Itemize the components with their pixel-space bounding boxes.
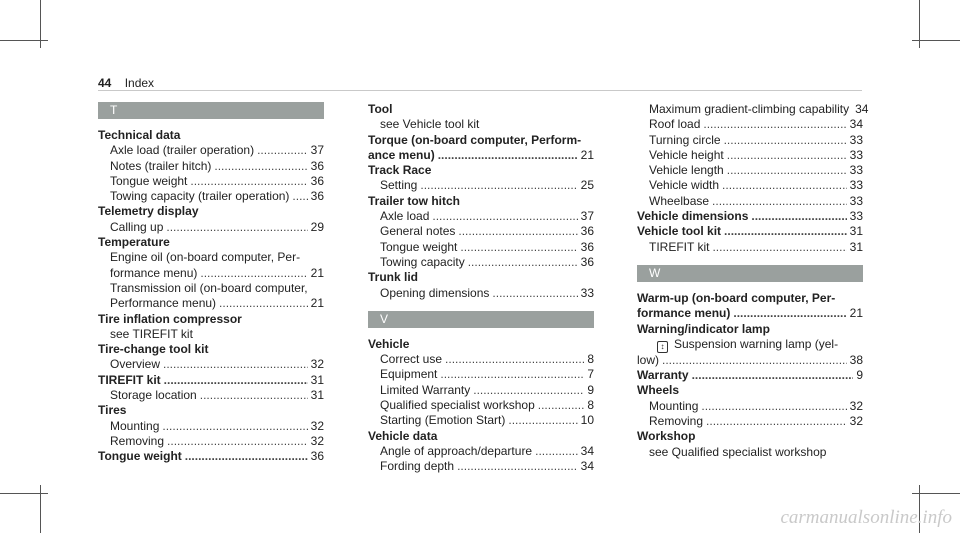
index-subentry-row[interactable]	[98, 296, 324, 311]
page-reference[interactable]: 33	[849, 132, 863, 147]
page-reference[interactable]: 32	[849, 414, 863, 429]
index-heading-row[interactable]	[368, 148, 594, 163]
index-subentry-row[interactable]	[98, 388, 324, 403]
leader-dots	[438, 148, 578, 163]
page-reference[interactable]: 34	[580, 459, 594, 474]
page-title: Index	[124, 76, 155, 90]
index-entry-text: Removing	[649, 414, 704, 429]
index-subentry-row[interactable]	[637, 178, 863, 193]
index-column-3	[637, 102, 869, 460]
index-heading: Tires	[98, 403, 127, 418]
page-reference[interactable]: 29	[310, 219, 324, 234]
index-entry-text: Vehicle width	[649, 178, 720, 193]
index-subentry	[637, 337, 863, 353]
index-subentry-row[interactable]	[368, 286, 594, 301]
index-entry-text: Vehicle length	[649, 163, 724, 178]
index-entry-text: Towing capacity	[380, 254, 465, 269]
header-divider	[98, 90, 862, 91]
leader-dots	[200, 266, 307, 281]
page-reference[interactable]: 33	[849, 147, 863, 162]
leader-dots	[219, 296, 308, 311]
index-subentry-row[interactable]	[98, 143, 324, 158]
index-entry-text: Vehicle dimensions	[637, 209, 749, 224]
index-subentry-text: Suspension warning lamp (yel-	[674, 336, 839, 351]
page-reference[interactable]: 21	[310, 265, 324, 280]
index-entry-text: Opening dimensions	[380, 285, 490, 300]
index-entry-text: Storage location	[110, 388, 197, 403]
index-heading-row[interactable]	[98, 449, 324, 464]
index-heading: Warm-up (on-board computer, Per-	[637, 290, 836, 305]
leader-dots	[164, 373, 308, 388]
index-subentry-row[interactable]	[368, 398, 594, 413]
index-subentry: see Vehicle tool kit	[380, 117, 480, 132]
page-reference[interactable]: 33	[849, 209, 863, 224]
leader-dots	[662, 353, 847, 368]
index-heading: Vehicle	[368, 336, 410, 351]
index-subentry-row[interactable]	[368, 224, 594, 239]
index-heading: Tool	[368, 102, 393, 116]
index-subentry-row[interactable]	[637, 399, 863, 414]
page-reference[interactable]: 33	[580, 285, 594, 300]
page-reference[interactable]: 36	[580, 224, 594, 239]
leader-dots	[535, 444, 578, 459]
index-entry-text: Mounting	[649, 398, 699, 413]
leader-dots	[727, 148, 847, 163]
index-heading: Wheels	[637, 383, 680, 398]
index-subentry-row[interactable]	[637, 102, 869, 117]
leader-dots	[458, 224, 577, 239]
index-entry-text: Tongue weight	[98, 449, 182, 464]
index-subentry-row[interactable]	[98, 189, 324, 204]
index-subentry-row[interactable]	[98, 419, 324, 434]
page-reference[interactable]: 36	[310, 158, 324, 173]
index-entry-text: low)	[637, 352, 660, 367]
index-heading: Temperature	[98, 235, 170, 250]
index-subentry-row[interactable]	[368, 178, 594, 193]
index-subentry-row[interactable]	[368, 240, 594, 255]
page-reference[interactable]: 31	[849, 224, 863, 239]
index-subentry-row[interactable]	[98, 266, 324, 281]
index-entry-text: formance menu)	[110, 265, 198, 280]
leader-dots	[722, 178, 847, 193]
page-reference[interactable]: 25	[580, 178, 594, 193]
leader-dots	[167, 434, 308, 449]
index-heading: Technical data	[98, 128, 181, 142]
index-heading: Tire inflation compressor	[98, 311, 242, 326]
index-heading-row[interactable]	[637, 368, 863, 383]
crop-mark	[0, 493, 48, 494]
index-heading-row[interactable]	[637, 306, 863, 321]
index-entry-text: Fording depth	[380, 459, 455, 474]
page-reference[interactable]: 21	[580, 147, 594, 162]
page-reference[interactable]: 8	[587, 398, 594, 413]
index-entry-text: Towing capacity (trailer operation)	[110, 189, 290, 204]
index-subentry: see Qualified specialist workshop	[649, 444, 827, 459]
leader-dots	[162, 419, 307, 434]
index-heading: Workshop	[637, 429, 696, 444]
index-entry-text: Axle load	[380, 209, 430, 224]
crop-mark	[912, 493, 960, 494]
index-entry-text: Equipment	[380, 367, 438, 382]
index-entry-text: Tongue weight	[110, 173, 188, 188]
page-reference[interactable]: 33	[849, 193, 863, 208]
index-subentry-row[interactable]	[637, 133, 863, 148]
leader-dots	[166, 220, 307, 235]
page-reference[interactable]: 31	[849, 239, 863, 254]
index-entry-text: General notes	[380, 224, 456, 239]
index-entry-text: Vehicle height	[649, 147, 724, 162]
page-reference[interactable]: 9	[587, 382, 594, 397]
index-heading: Warning/indicator lamp	[637, 321, 770, 336]
index-entry-text: Calling up	[110, 219, 164, 234]
index-subentry-row[interactable]	[637, 117, 863, 132]
page-reference[interactable]: 21	[849, 306, 863, 321]
page-reference[interactable]: 36	[580, 254, 594, 269]
leader-dots	[692, 368, 854, 383]
section-letter-bar: W	[637, 265, 863, 282]
index-subentry-row[interactable]	[368, 459, 594, 474]
index-subentry-row[interactable]	[98, 434, 324, 449]
index-subentry: Transmission oil (on-board computer,	[110, 280, 308, 295]
index-entry-text: TIREFIT kit	[649, 239, 710, 254]
page-reference[interactable]: 37	[580, 209, 594, 224]
index-entry-text: formance menu)	[637, 306, 731, 321]
page-reference[interactable]: 32	[310, 357, 324, 372]
index-heading-row[interactable]	[637, 209, 863, 224]
page-reference[interactable]: 9	[856, 368, 863, 383]
leader-dots	[712, 194, 847, 209]
index-entry-text: Setting	[380, 178, 418, 193]
index-entry-text: Qualified specialist workshop	[380, 398, 535, 413]
page-reference[interactable]: 33	[849, 178, 863, 193]
index-heading: Trailer tow hitch	[368, 193, 461, 208]
index-entry-text: Tongue weight	[380, 239, 458, 254]
leader-dots	[468, 255, 578, 270]
index-entry-text: Turning circle	[649, 132, 721, 147]
leader-dots	[460, 240, 577, 255]
index-entry-text: Notes (trailer hitch)	[110, 158, 212, 173]
index-entry-text: Warranty	[637, 368, 689, 383]
index-subentry-row[interactable]	[368, 209, 594, 224]
leader-dots	[257, 143, 308, 158]
index-subentry-row[interactable]	[368, 444, 594, 459]
index-entry-text: Removing	[110, 433, 165, 448]
leader-dots	[185, 449, 308, 464]
index-subentry-row[interactable]	[637, 163, 863, 178]
leader-dots	[190, 174, 307, 189]
leader-dots	[163, 357, 308, 372]
index-heading: Vehicle data	[368, 428, 438, 443]
index-entry-text: Angle of approach/departure	[380, 443, 533, 458]
page-header	[98, 76, 154, 90]
page-reference[interactable]: 32	[310, 418, 324, 433]
leader-dots	[440, 367, 584, 382]
leader-dots	[492, 286, 577, 301]
leader-dots	[706, 414, 847, 429]
index-entry-text: Axle load (trailer operation)	[110, 143, 255, 158]
section-letter-bar: V	[368, 311, 594, 328]
leader-dots	[727, 163, 847, 178]
crop-mark	[912, 40, 960, 41]
page-reference[interactable]: 31	[310, 372, 324, 387]
index-entry-text: Maximum gradient-climbing capability	[649, 102, 850, 116]
leader-dots	[724, 133, 847, 148]
page-reference[interactable]: 37	[310, 143, 324, 158]
index-subentry-row[interactable]	[98, 357, 324, 372]
index-subentry-row[interactable]	[368, 367, 594, 382]
page-reference[interactable]: 32	[849, 398, 863, 413]
leader-dots	[432, 209, 577, 224]
page-reference[interactable]: 34	[580, 443, 594, 458]
page-reference[interactable]: 33	[849, 163, 863, 178]
suspension-lamp-icon: ↕	[657, 341, 668, 353]
page-reference[interactable]: 36	[580, 239, 594, 254]
page-reference[interactable]: 32	[310, 433, 324, 448]
index-subentry: see TIREFIT kit	[110, 326, 193, 341]
page-reference[interactable]: 21	[310, 296, 324, 311]
index-subentry: Engine oil (on-board computer, Per-	[110, 250, 301, 265]
index-heading: Track Race	[368, 163, 432, 178]
index-column-1	[98, 102, 324, 465]
section-letter-bar: T	[98, 102, 324, 119]
leader-dots	[200, 388, 308, 403]
page-reference[interactable]: 36	[310, 449, 324, 464]
leader-dots	[508, 413, 577, 428]
index-subentry-row[interactable]	[98, 174, 324, 189]
index-entry-text: Starting (Emotion Start)	[380, 413, 506, 428]
page-reference[interactable]: 36	[310, 173, 324, 188]
index-entry-text: Vehicle tool kit	[637, 224, 722, 239]
page-reference[interactable]: 38	[849, 352, 863, 367]
leader-dots	[214, 159, 307, 174]
index-subentry-row[interactable]	[637, 414, 863, 429]
index-entry-text: Performance menu)	[110, 296, 217, 311]
page-reference[interactable]: 34	[849, 117, 863, 132]
index-subentry-row[interactable]	[637, 148, 863, 163]
page-reference[interactable]: 31	[310, 388, 324, 403]
index-subentry-row[interactable]	[98, 220, 324, 235]
index-entry-text: Wheelbase	[649, 193, 710, 208]
leader-dots	[457, 459, 578, 474]
index-entry-row[interactable]	[637, 353, 863, 368]
leader-dots	[724, 224, 847, 239]
index-heading: Torque (on-board computer, Perform-	[368, 132, 582, 147]
index-entry-text: Roof load	[649, 117, 701, 132]
leader-dots	[751, 209, 846, 224]
index-heading-row[interactable]	[637, 224, 863, 239]
index-entry-text: TIREFIT kit	[98, 372, 161, 387]
index-column-2	[368, 102, 594, 475]
leader-dots	[703, 117, 846, 132]
leader-dots	[292, 189, 307, 204]
index-entry-text: Mounting	[110, 418, 160, 433]
index-subentry-row[interactable]	[368, 383, 594, 398]
index-subentry-row[interactable]	[368, 255, 594, 270]
leader-dots	[473, 383, 584, 398]
index-entry-text: Limited Warranty	[380, 382, 471, 397]
index-subentry-row[interactable]	[368, 352, 594, 367]
page-reference[interactable]: 8	[587, 352, 594, 367]
index-subentry-row[interactable]	[637, 194, 863, 209]
index-heading: Telemetry display	[98, 204, 199, 219]
page-reference[interactable]: 36	[310, 189, 324, 204]
index-heading: Tire-change tool kit	[98, 342, 209, 357]
leader-dots	[712, 240, 846, 255]
crop-mark	[0, 40, 48, 41]
leader-dots	[701, 399, 846, 414]
page-reference[interactable]: 10	[580, 413, 594, 428]
leader-dots	[445, 352, 584, 367]
index-entry-text: ance menu)	[368, 147, 435, 162]
index-entry-text: Correct use	[380, 352, 443, 367]
index-subentry-row[interactable]	[368, 413, 594, 428]
leader-dots	[420, 178, 577, 193]
index-heading-row[interactable]	[98, 373, 324, 388]
leader-dots	[538, 398, 585, 413]
page-number: 44	[98, 76, 112, 90]
page-reference[interactable]: 7	[587, 367, 594, 382]
index-subentry-row[interactable]	[98, 159, 324, 174]
leader-dots	[733, 306, 846, 321]
watermark: carmanualsonline.info	[780, 507, 952, 528]
page-reference[interactable]: 34	[855, 102, 869, 116]
index-subentry-row[interactable]	[637, 240, 863, 255]
index-entry-text: Overview	[110, 357, 161, 372]
index-heading: Trunk lid	[368, 270, 419, 285]
